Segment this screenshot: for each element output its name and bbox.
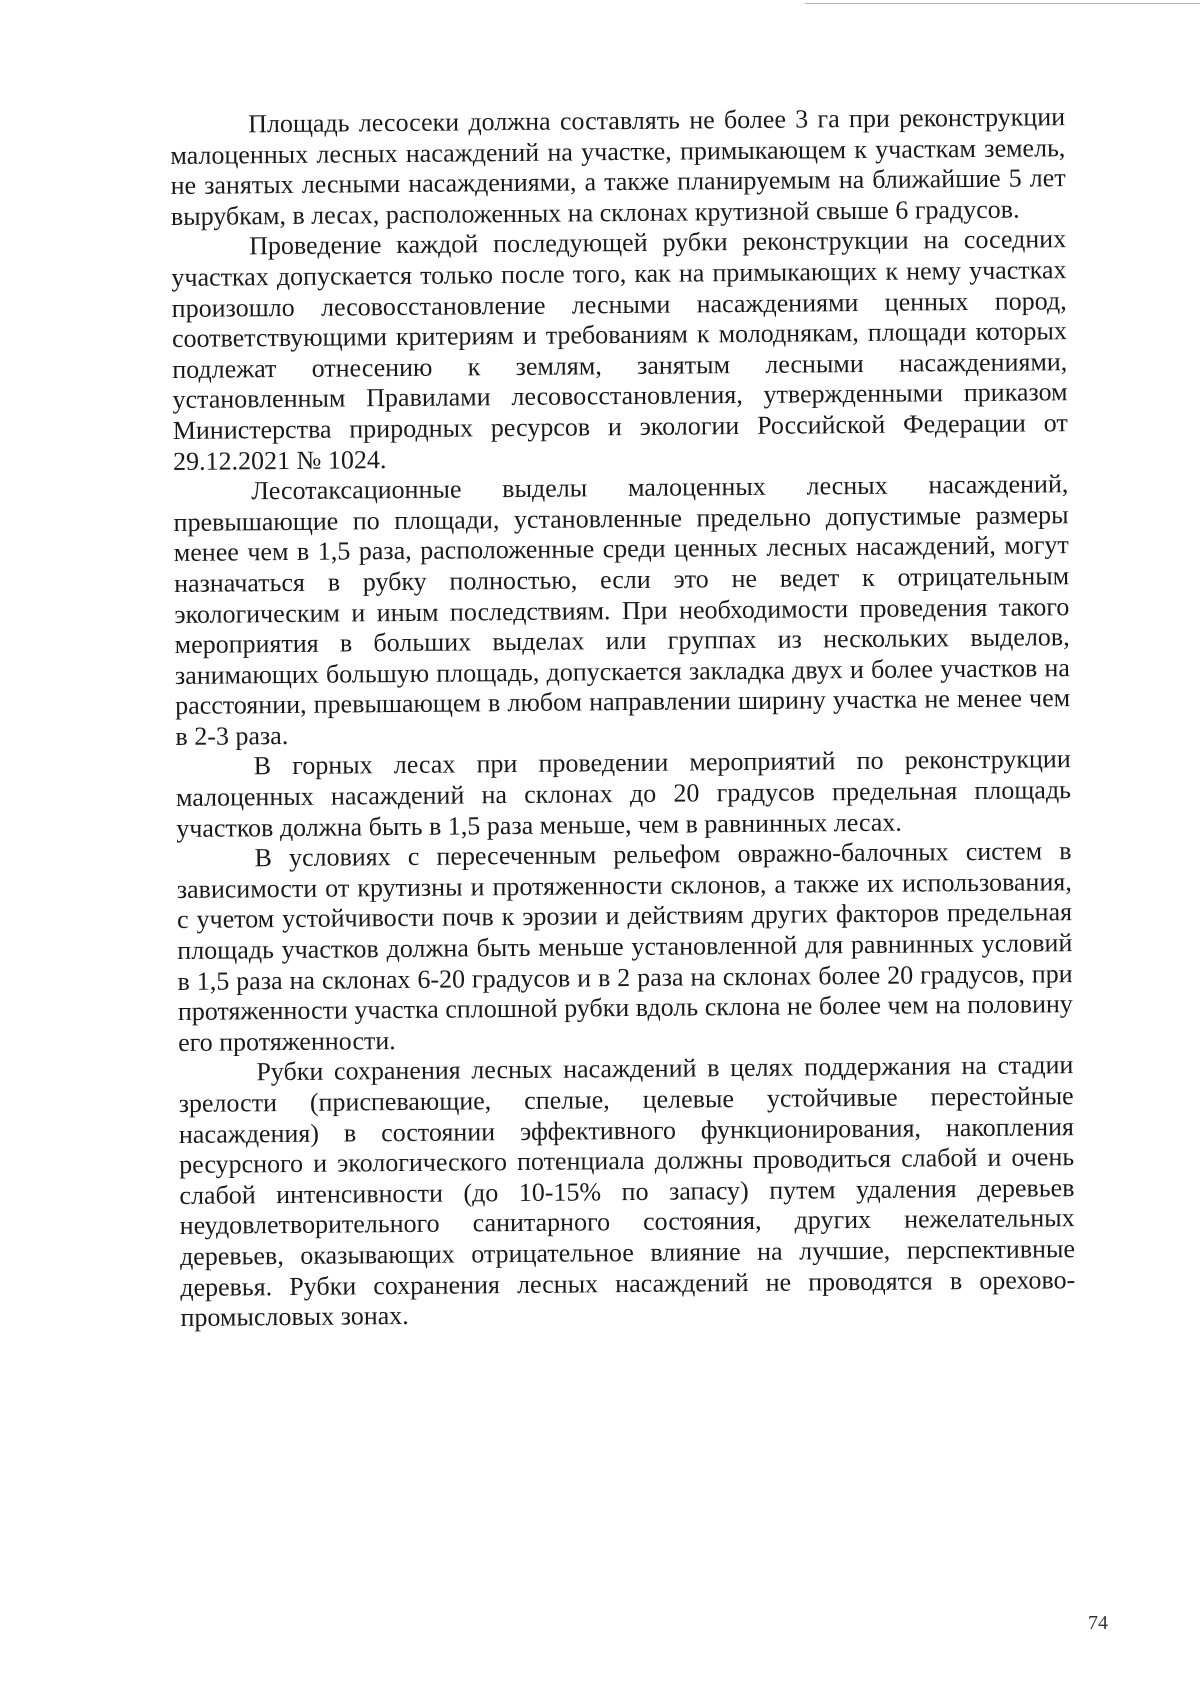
page-number: 74 (1088, 1612, 1108, 1634)
document-body (170, 102, 1076, 1334)
scan-edge-line (805, 3, 1200, 4)
paragraph-1: Площадь лесосеки должна составлять не более 3 га при реконструкции малоценных лесных насаждений на участке, примыкающем к участкам земель, не занятых лесными насаждениями, а также планируемым на ближайшие 5 лет вырубкам, в лесах, расположенных на склонах крутизной свыше 6 градусов. (170, 102, 1066, 231)
paragraph-4: В горных лесах при проведении мероприятий по реконструкции малоценных насаждений на склонах до 20 градусов предельная площадь участков должна быть в 1,5 раза меньше, чем в равнинных лесах. (175, 744, 1072, 843)
paragraph-6: Рубки сохранения лесных насаждений в целях поддержания на стадии зрелости (приспевающие, спелые, целевые устойчивые перестойные насаждения) в состоянии эффективного функционирования, накопления ресурсного и экологического потенциала должны проводиться слабой и очень слабой интенсивности (до 10-15% по запасу) путем удаления деревьев неудовлетворительного санитарного состояния, других нежелательных деревьев, оказывающих отрицательное влияние на лучшие, перспективные деревья. Рубки сохранения лесных насаждений не проводятся в орехово-промысловых зонах. (178, 1050, 1076, 1333)
paragraph-3: Лесотаксационные выделы малоценных лесных насаждений, превышающие по площади, установленные предельно допустимые размеры менее чем в 1,5 раза, расположенные среди ценных лесных насаждений, могут назначаться в рубку полностью, если это не ведет к отрицательным экологическим и иным последствиям. При необходимости проведения такого мероприятия в больших выделах или группах из нескольких выделов, занимающих большую площадь, допускается закладка двух и более участков на расстоянии, превышающем в любом направлении ширину участка не менее чем в 2-3 раза. (173, 469, 1071, 751)
paragraph-5: В условиях с пересеченным рельефом овражно-балочных систем в зависимости от крутизны и протяженности склонов, а также их использования, с учетом устойчивости почв к эрозии и действиям других факторов предельная площадь участков должна быть меньше установленной для равнинных условий в 1,5 раза на склонах 6-20 градусов и в 2 раза на склонах более 20 градусов, при протяженности участка сплошной рубки вдоль склона не более чем на половину его протяженности. (176, 836, 1073, 1057)
paragraph-2: Проведение каждой последующей рубки реконструкции на соседних участках допускается только после того, как на примыкающих к нему участках произошло лесовосстановление лесными насаждениями ценных пород, соответствующими критериям и требованиям к молоднякам, площади которых подлежат отнесению к землям, занятым лесными насаждениями, установленным Правилами лесовосстановления, утвержденными приказом Министерства природных ресурсов и экологии Российской Федерации от 29.12.2021 № 1024. (171, 224, 1068, 476)
